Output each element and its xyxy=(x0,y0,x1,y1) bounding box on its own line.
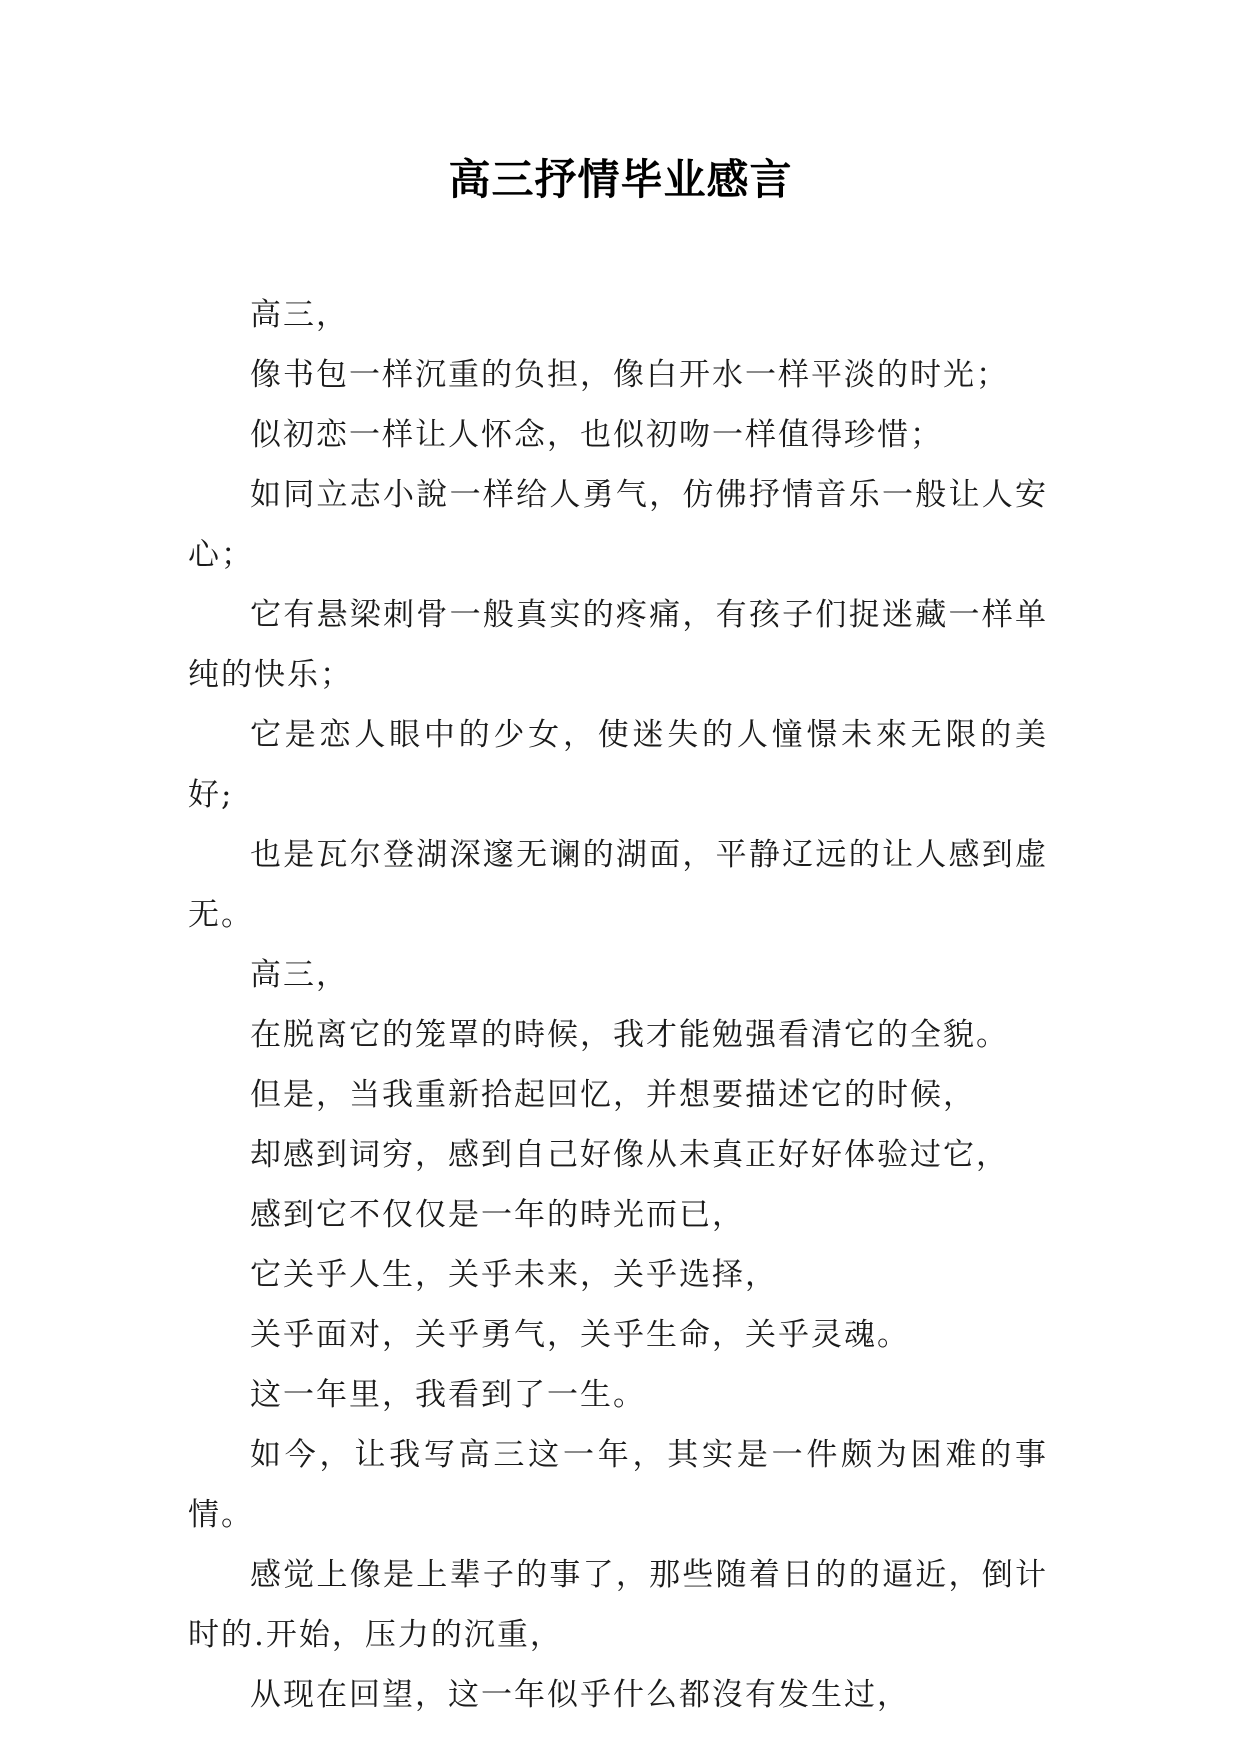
paragraph: 如同立志小說一样给人勇气，仿佛抒情音乐一般让人安心； xyxy=(188,477,1048,573)
paragraph: 这一年里，我看到了一生。 xyxy=(250,1377,646,1413)
document-body xyxy=(188,285,1048,1725)
paragraph: 高三， xyxy=(250,297,349,333)
paragraph: 它关乎人生，关乎未来，关乎选择， xyxy=(250,1257,778,1293)
paragraph: 感到它不仅仅是一年的時光而已， xyxy=(250,1197,745,1233)
paragraph: 像书包一样沉重的负担，像白开水一样平淡的时光； xyxy=(250,357,1009,393)
paragraph: 如今，让我写高三这一年，其实是一件颇为困难的事情。 xyxy=(188,1437,1048,1533)
paragraph: 它是恋人眼中的少女，使迷失的人憧憬未來无限的美好; xyxy=(188,717,1048,813)
paragraph: 关乎面对，关乎勇气，关乎生命，关乎灵魂。 xyxy=(250,1317,910,1353)
paragraph: 感觉上像是上辈子的事了，那些随着日的的逼近，倒计时的.开始，压力的沉重， xyxy=(188,1557,1048,1653)
paragraph: 也是瓦尔登湖深邃无谰的湖面，平静辽远的让人感到虚无。 xyxy=(188,837,1048,933)
paragraph: 似初恋一样让人怀念，也似初吻一样值得珍惜； xyxy=(250,417,943,453)
paragraph: 它有悬梁刺骨一般真实的疼痛，有孩子们捉迷藏一样单纯的快乐； xyxy=(188,597,1048,693)
document-title: 高三抒情毕业感言 xyxy=(448,155,793,204)
paragraph: 在脱离它的笼罩的時候，我才能勉强看清它的全貌。 xyxy=(250,1017,1009,1053)
paragraph: 高三， xyxy=(250,957,349,993)
paragraph: 从现在回望，这一年似乎什么都沒有发生过， xyxy=(250,1677,910,1713)
paragraph: 但是，当我重新拾起回忆，并想要描述它的时候， xyxy=(250,1077,976,1113)
paragraph: 却感到词穷，感到自己好像从未真正好好体验过它， xyxy=(250,1137,1009,1173)
